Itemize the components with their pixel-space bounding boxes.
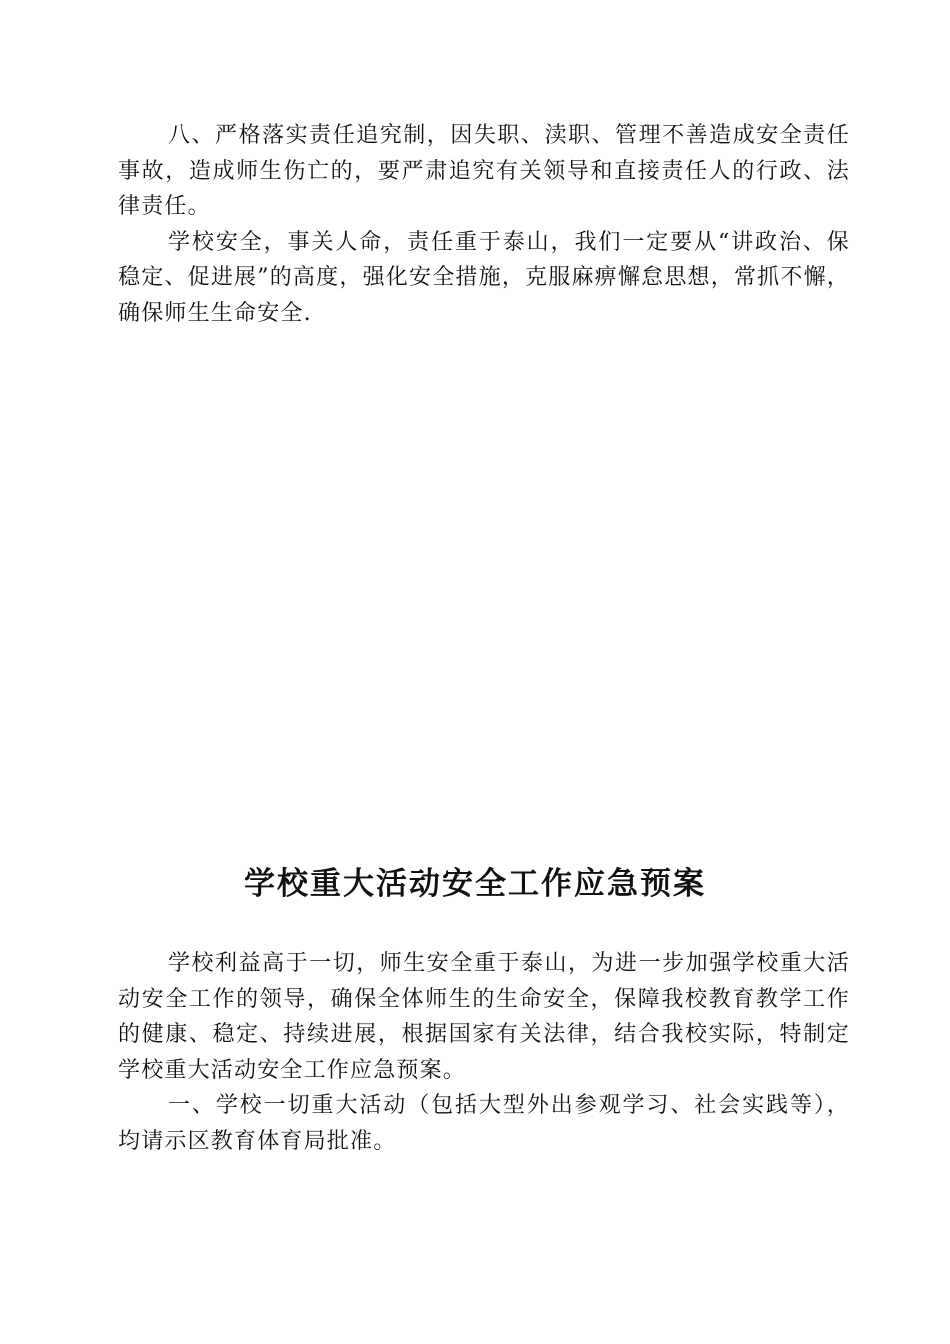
emergency-plan-section <box>118 946 850 1159</box>
paragraph-rule-one: 一、学校一切重大活动（包括大型外出参观学习、社会实践等），均请示区教育体育局批准。 <box>118 1093 850 1154</box>
document-title: 学校重大活动安全工作应急预案 <box>244 866 706 902</box>
paragraph-safety-summary: 学校安全，事关人命，责任重于泰山，我们一定要从“讲政治、保稳定、促进展”的高度，强化安全措施，克服麻痹懈怠思想，常抓不懈，确保师生生命安全. <box>118 229 850 326</box>
responsibility-section <box>118 118 850 331</box>
paragraph-accountability: 八、严格落实责任追究制，因失职、渎职、管理不善造成安全责任事故，造成师生伤亡的，要严肃追究有关领导和直接责任人的行政、法律责任。 <box>118 123 850 219</box>
paragraph-introduction: 学校利益高于一切，师生安全重于泰山，为进一步加强学校重大活动安全工作的领导，确保全体师生的生命安全，保障我校教育教学工作的健康、稳定、持续进展，根据国家有关法律，结合我校实际，特制定学校重大活动安全工作应急预案。 <box>118 951 850 1083</box>
